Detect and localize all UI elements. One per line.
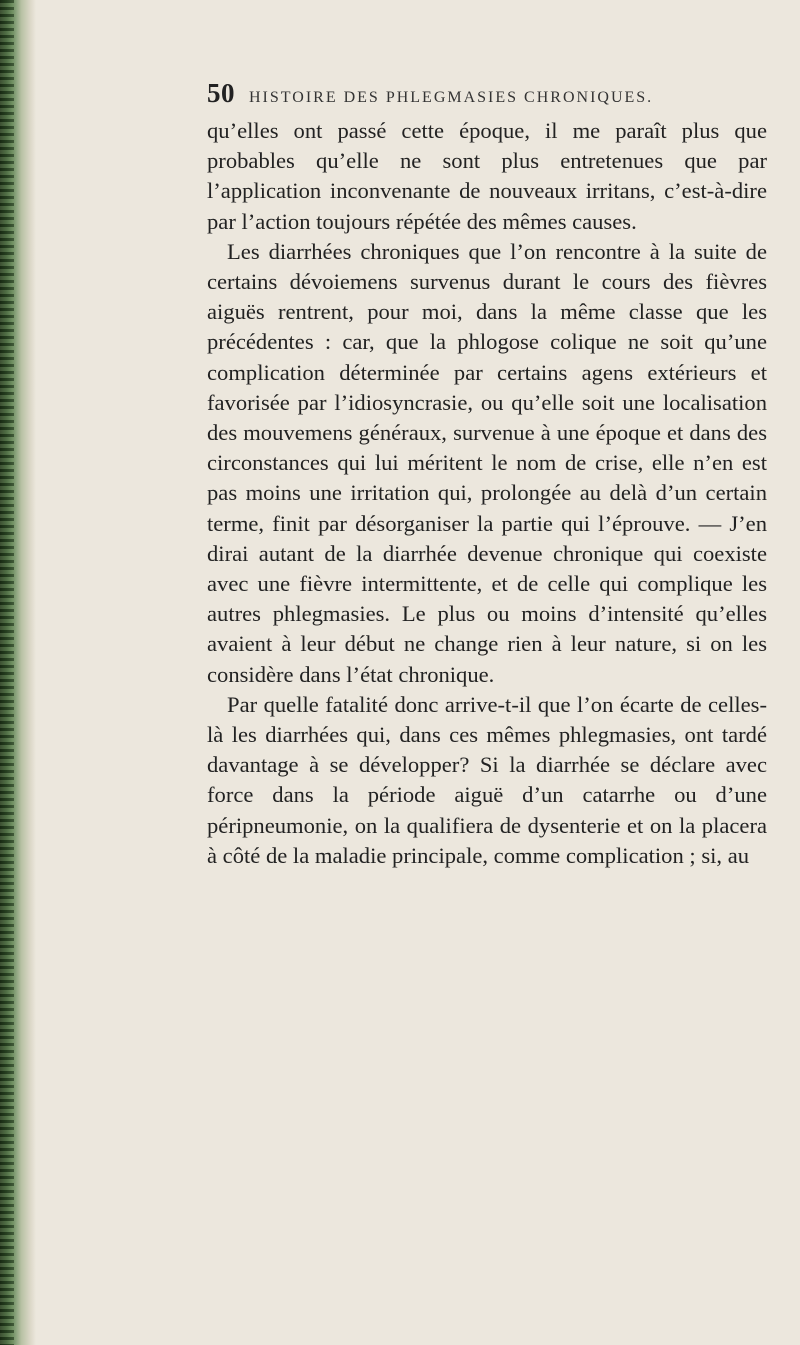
page-number: 50	[207, 78, 235, 108]
paragraph: Les diarrhées chroniques que l’on rencontre à la suite de certains dévoiemens survenus durant le cours des fièvres aiguës rentrent, pour moi, dans la même classe que les précédentes : car, que la phlogose colique ne soit qu’une complication déterminée par certains agens extérieurs et favorisée par l’idiosyncrasie, ou qu’elle soit une localisation des mouvemens généraux, survenue à une époque et dans des circonstances qui lui méritent le nom de crise, elle n’en est pas moins une irritation qui, prolongée au delà d’un certain terme, finit par désorganiser la partie qui l’éprouve. — J’en dirai autant de la diarrhée devenue chronique qui coexiste avec une fièvre intermittente, et de celle qui complique les autres phlegmasies. Le plus ou moins d’intensité qu’elles avaient à leur début ne change rien à leur nature, si on les considère dans l’état chronique.	[207, 238, 767, 687]
paragraph: qu’elles ont passé cette époque, il me paraît plus que probables qu’elle ne sont plus entretenues que par l’application inconvenante de nouveaux irritans, c’est-à-dire par l’action toujours répétée des mêmes causes.	[207, 118, 767, 234]
paragraph: Par quelle fatalité donc arrive-t-il que l’on écarte de celles-là les diarrhées qui, dans ces mêmes phlegmasies, ont tardé davantage à se développer? Si la diarrhée se déclare avec force dans la période aiguë d’un catarrhe ou d’une péripneumonie, on la qualifiera de dysenterie et on la placera à côté de la maladie principale, comme complication ; si, au	[207, 691, 767, 868]
page-header	[207, 78, 767, 116]
book-page	[207, 78, 767, 871]
running-title: HISTOIRE DES PHLEGMASIES CHRONIQUES.	[249, 89, 654, 106]
book-binding-edge	[0, 0, 36, 1345]
body-text	[207, 116, 767, 871]
